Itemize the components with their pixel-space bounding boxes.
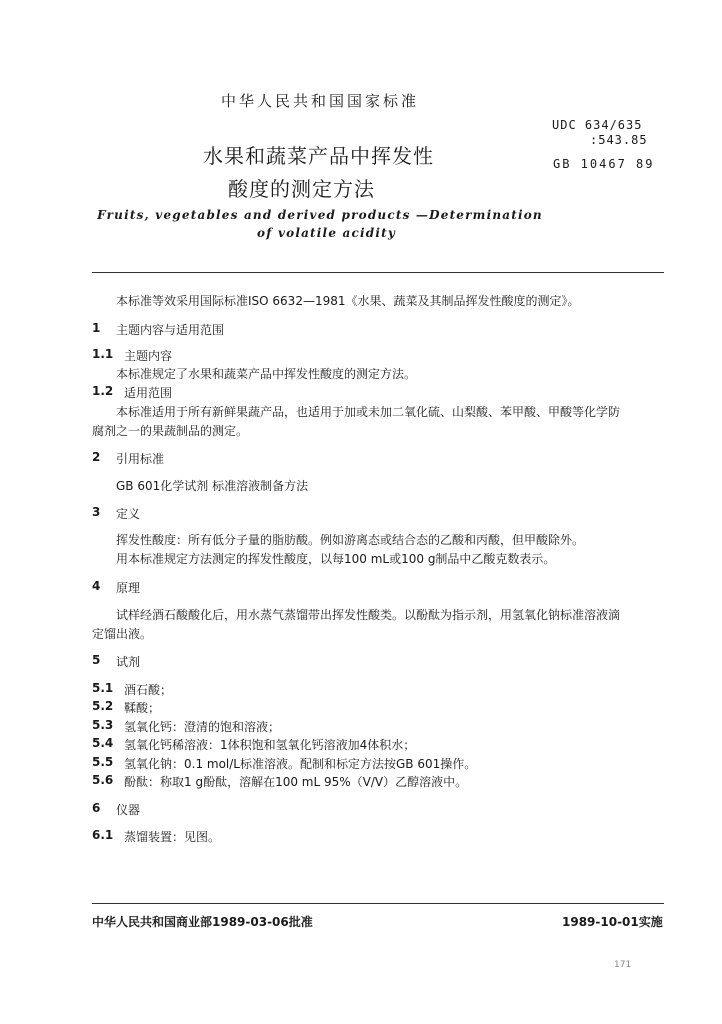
section-3-body-line2: 用本标准规定方法测定的挥发性酸度，以每100 mL或100 g制品中乙酸克数表示。 (116, 552, 556, 566)
section-5-title: 试剂 (116, 655, 141, 669)
intro-text: 本标准等效采用国际标准ISO 6632—1981《水果、蔬菜及其制品挥发性酸度的测定》。 (116, 294, 580, 308)
effective-date: 1989-10-01实施 (562, 915, 663, 929)
section-2-number: 2 (92, 450, 101, 464)
section-1-number: 1 (92, 321, 101, 335)
reagent-number: 5.5 (92, 755, 114, 769)
reagent-text: 酚酞：称取1 g酚酞，溶解在100 mL 95%（V/V）乙醇溶液中。 (124, 775, 468, 789)
section-6-number: 6 (92, 801, 101, 815)
approval-line: 中华人民共和国商业部1989-03-06批准 (92, 915, 313, 929)
reagent-text: 氢氧化钠：0.1 mol/L标准溶液。配制和标定方法按GB 601操作。 (124, 757, 477, 771)
reagent-number: 5.4 (92, 736, 114, 750)
section-6-title: 仪器 (116, 803, 141, 817)
reagent-number: 5.2 (92, 699, 114, 713)
section-6-1-text: 蒸馏装置：见图。 (124, 830, 221, 844)
section-1-title: 主题内容与适用范围 (116, 323, 225, 337)
section-4-body-line1: 试样经酒石酸酸化后，用水蒸气蒸馏带出挥发性酸类。以酚酞为指示剂，用氢氧化钠标准溶液滴 (116, 608, 621, 622)
section-4-number: 4 (92, 579, 101, 593)
section-3-body-line1: 挥发性酸度：所有低分子量的脂肪酸。例如游离态或结合态的乙酸和丙酸，但甲酸除外。 (116, 533, 585, 547)
title-en-line2: of volatile acidity (257, 226, 397, 240)
section-4-title: 原理 (116, 581, 141, 595)
title-zh-line1: 水果和蔬菜产品中挥发性 (203, 144, 434, 168)
udc-code: UDC 634/635 (552, 118, 643, 132)
section-3-title: 定义 (116, 507, 141, 521)
section-3-number: 3 (92, 505, 101, 519)
reagent-number: 5.6 (92, 773, 114, 787)
section-1-2-number: 1.2 (92, 384, 114, 398)
section-6-1-number: 6.1 (92, 828, 114, 842)
section-4-body-line2: 定馏出液。 (92, 627, 153, 641)
section-5-number: 5 (92, 653, 101, 667)
section-1-1-body: 本标准规定了水果和蔬菜产品中挥发性酸度的测定方法。 (116, 367, 417, 381)
reagent-number: 5.3 (92, 718, 114, 732)
gb-code: GB 10467 89 (553, 157, 655, 171)
section-1-2-body-line1: 本标准适用于所有新鲜果蔬产品，也适用于加或未加二氧化硫、山梨酸、苯甲酸、甲酸等化学防 (116, 405, 621, 419)
section-1-2-title: 适用范围 (124, 386, 173, 400)
page-number: 171 (614, 960, 632, 970)
header-divider (92, 272, 664, 273)
section-1-2-body-line2: 腐剂之一的果蔬制品的测定。 (92, 424, 249, 438)
title-en-line1: Fruits, vegetables and derived products —Determination (97, 208, 543, 222)
section-2-title: 引用标准 (116, 452, 165, 466)
udc-code-continued: :543.85 (590, 133, 648, 147)
footer-divider (92, 903, 664, 904)
reagent-text: 鞣酸； (124, 701, 161, 715)
reagent-text: 酒石酸； (124, 683, 173, 697)
section-1-1-number: 1.1 (92, 347, 114, 361)
section-2-body: GB 601化学试剂 标准溶液制备方法 (116, 479, 309, 493)
title-zh-line2: 酸度的测定方法 (228, 177, 375, 201)
reagent-text: 氢氧化钙稀溶液：1体积饱和氢氧化钙溶液加4体积水； (124, 738, 416, 752)
section-1-1-title: 主题内容 (124, 349, 173, 363)
standard-type-header: 中华人民共和国国家标准 (220, 92, 419, 110)
reagent-number: 5.1 (92, 681, 114, 695)
reagent-text: 氢氧化钙：澄清的饱和溶液； (124, 720, 281, 734)
